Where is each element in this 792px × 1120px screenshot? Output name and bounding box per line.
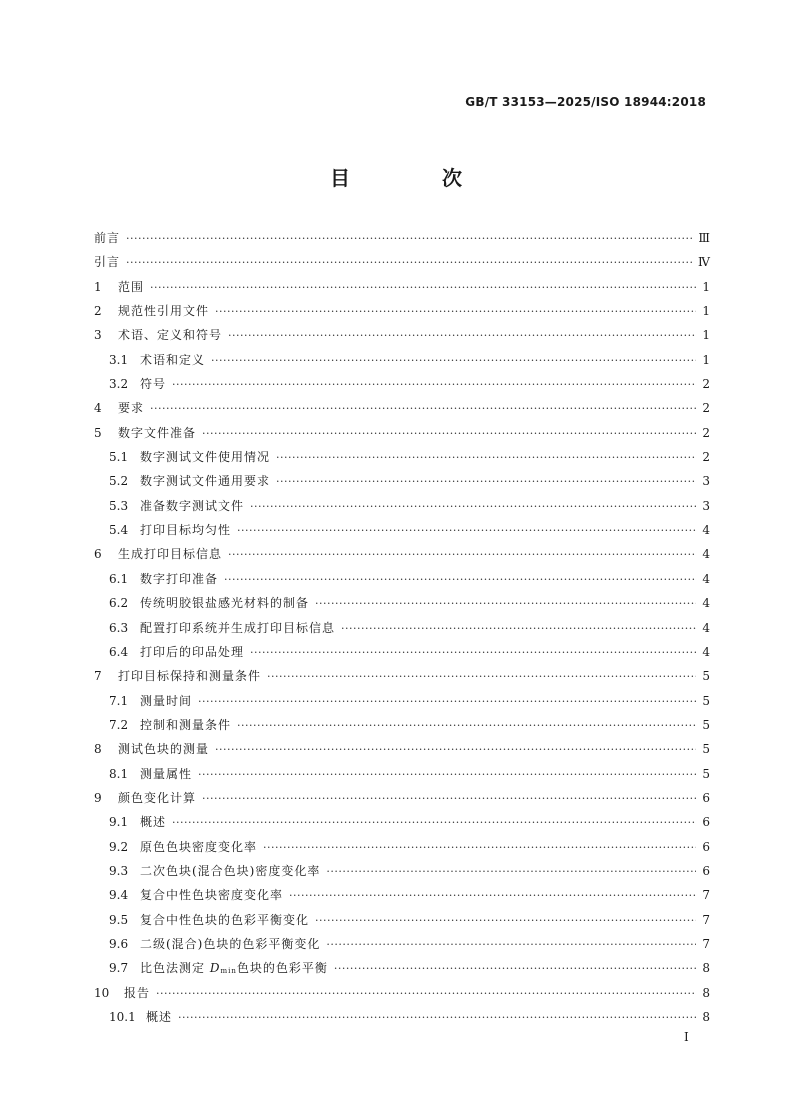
toc-entry-3-2[interactable] [94, 372, 710, 396]
leader-dots [326, 933, 696, 957]
toc-entry-number: 7.1 [109, 693, 129, 708]
toc-entry-text: 准备数字测试文件 [140, 498, 245, 513]
toc-entry-page: 4 [702, 523, 710, 538]
leader-dots [215, 300, 696, 324]
toc-entry-number: 5 [94, 425, 102, 440]
toc-entry-6-3[interactable] [94, 616, 710, 640]
toc-entry-text: 术语和定义 [140, 352, 206, 367]
toc-entry-4[interactable] [94, 396, 710, 420]
toc-entry-text: 二级(混合)色块的色彩平衡变化 [140, 936, 321, 951]
standard-number: GB/T 33153—2025/ISO 18944:2018 [465, 95, 706, 109]
toc-title: 目 次 [330, 166, 498, 190]
toc-entry-text: 报告 [124, 985, 151, 1000]
toc-entry-text: 测量属性 [140, 766, 193, 781]
leader-dots [198, 690, 696, 714]
toc-entry-page: 7 [702, 936, 710, 951]
toc-entry-9-1[interactable] [94, 810, 710, 834]
toc-entry-number: 5.3 [109, 498, 129, 513]
leader-dots [228, 324, 696, 348]
leader-dots [126, 251, 694, 275]
toc-entry-foreword[interactable] [94, 226, 710, 250]
toc-entry-5-4[interactable] [94, 518, 710, 542]
leader-dots [267, 665, 696, 689]
toc-entry-page: 8 [702, 961, 710, 976]
toc-entry-page: 8 [702, 985, 710, 1000]
d-min-symbol: D [209, 961, 221, 976]
toc-entry-6-4[interactable] [94, 640, 710, 664]
leader-dots [150, 397, 696, 421]
toc-entry-number: 3 [94, 328, 102, 343]
toc-entry-5[interactable] [94, 421, 710, 445]
toc-entry-number: 2 [94, 304, 102, 319]
toc-entry-text: 数字文件准备 [118, 425, 197, 440]
leader-dots [211, 349, 696, 373]
toc-entry-text: 原色色块密度变化率 [140, 839, 258, 854]
leader-dots [326, 860, 696, 884]
toc-entry-text: 符号 [140, 377, 167, 392]
toc-entry-text: 二次色块(混合色块)密度变化率 [140, 863, 321, 878]
toc-entry-page: 1 [702, 279, 710, 294]
toc-entry-9-6[interactable] [94, 932, 710, 956]
toc-entry-number: 5.2 [109, 474, 129, 489]
leader-dots [215, 738, 696, 762]
toc-entry-3-1[interactable] [94, 348, 710, 372]
toc-entry-5-2[interactable] [94, 469, 710, 493]
leader-dots [315, 909, 696, 933]
toc-entry-7-1[interactable] [94, 689, 710, 713]
leader-dots [289, 884, 696, 908]
leader-dots [178, 1006, 696, 1030]
toc-entry-page: 5 [702, 766, 710, 781]
toc-entry-text: 测量时间 [140, 693, 193, 708]
toc-entry-text: 复合中性色块的色彩平衡变化 [140, 912, 310, 927]
table-of-contents [94, 226, 710, 1029]
leader-dots [172, 811, 696, 835]
toc-entry-page: 4 [702, 571, 710, 586]
leader-dots [126, 227, 694, 251]
toc-entry-page: 2 [702, 425, 710, 440]
toc-entry-6-1[interactable] [94, 567, 710, 591]
leader-dots [150, 276, 696, 300]
toc-entry-text: 打印后的印品处理 [140, 644, 245, 659]
toc-entry-8-1[interactable] [94, 762, 710, 786]
toc-entry-text [140, 956, 328, 983]
toc-entry-page: 6 [702, 839, 710, 854]
toc-entry-number: 7 [94, 669, 102, 684]
toc-entry-page: 3 [702, 498, 710, 513]
toc-entry-number: 9.4 [109, 888, 129, 903]
toc-entry-page: 5 [702, 717, 710, 732]
toc-entry-number: 3.2 [109, 377, 129, 392]
toc-entry-number: 5.4 [109, 523, 129, 538]
toc-entry-text: 要求 [118, 401, 145, 416]
toc-entry-6-2[interactable] [94, 591, 710, 615]
toc-entry-1[interactable] [94, 275, 710, 299]
toc-entry-number: 9 [94, 790, 102, 805]
toc-entry-text: 数字测试文件通用要求 [140, 474, 271, 489]
toc-entry-page: 4 [702, 547, 710, 562]
toc-entry-6[interactable] [94, 542, 710, 566]
toc-entry-page: 5 [702, 742, 710, 757]
toc-entry-text-post: 色块的色彩平衡 [236, 961, 328, 976]
toc-entry-number: 4 [94, 401, 102, 416]
toc-entry-page: 3 [702, 474, 710, 489]
toc-entry-text: 数字测试文件使用情况 [140, 450, 271, 465]
toc-entry-page: 7 [702, 888, 710, 903]
toc-entry-page: 7 [702, 912, 710, 927]
toc-entry-9-7[interactable] [94, 956, 710, 980]
toc-entry-number: 8 [94, 742, 102, 757]
toc-entry-number: 6.4 [109, 644, 129, 659]
toc-entry-page: 2 [702, 377, 710, 392]
page-number: Ⅰ [684, 1030, 689, 1044]
leader-dots [276, 470, 696, 494]
toc-entry-number: 1 [94, 279, 102, 294]
toc-entry-text: 配置打印系统并生成打印目标信息 [140, 620, 336, 635]
toc-entry-page: Ⅳ [698, 255, 710, 270]
leader-dots [334, 957, 696, 981]
leader-dots [237, 714, 696, 738]
toc-entry-number: 9.7 [109, 961, 129, 976]
toc-entry-page: 6 [702, 815, 710, 830]
toc-entry-page: 8 [702, 1010, 710, 1024]
toc-entry-9-4[interactable] [94, 883, 710, 907]
toc-entry-9-5[interactable] [94, 908, 710, 932]
leader-dots [228, 543, 696, 567]
toc-entry-text: 生成打印目标信息 [118, 547, 223, 562]
toc-entry-3[interactable] [94, 323, 710, 347]
leader-dots [263, 836, 696, 860]
toc-entry-10-1[interactable] [94, 1005, 710, 1029]
leader-dots [224, 568, 696, 592]
toc-entry-7-2[interactable] [94, 713, 710, 737]
toc-entry-text: 打印目标保持和测量条件 [118, 669, 262, 684]
toc-entry-page: Ⅲ [698, 231, 710, 245]
toc-entry-text: 打印目标均匀性 [140, 523, 232, 538]
toc-entry-number: 9.1 [109, 815, 129, 830]
toc-entry-page: 4 [702, 644, 710, 659]
toc-entry-page: 4 [702, 620, 710, 635]
toc-entry-text: 术语、定义和符号 [118, 328, 223, 343]
toc-entry-number: 10.1 [109, 1010, 136, 1024]
toc-entry-page: 5 [702, 693, 710, 708]
leader-dots [198, 763, 696, 787]
toc-entry-text: 传统明胶银盐感光材料的制备 [140, 596, 310, 611]
toc-entry-page: 5 [702, 669, 710, 684]
toc-entry-number: 6.2 [109, 596, 129, 611]
toc-entry-text: 颜色变化计算 [118, 790, 197, 805]
toc-entry-8[interactable] [94, 737, 710, 761]
leader-dots [156, 982, 696, 1006]
leader-dots [172, 373, 696, 397]
toc-entry-number: 3.1 [109, 352, 129, 367]
toc-entry-page: 1 [702, 352, 710, 367]
toc-entry-text: 复合中性色块密度变化率 [140, 888, 284, 903]
leader-dots [276, 446, 696, 470]
toc-entry-text: 测试色块的测量 [118, 742, 210, 757]
leader-dots [341, 617, 696, 641]
toc-entry-number: 9.5 [109, 912, 129, 927]
toc-entry-2[interactable] [94, 299, 710, 323]
toc-entry-number: 8.1 [109, 766, 129, 781]
toc-entry-number: 10 [94, 985, 110, 1000]
toc-entry-number: 5.1 [109, 450, 129, 465]
toc-entry-text: 控制和测量条件 [140, 717, 232, 732]
toc-entry-text: 范围 [118, 279, 145, 294]
toc-entry-page: 1 [702, 328, 710, 343]
toc-entry-5-1[interactable] [94, 445, 710, 469]
toc-entry-text: 数字打印准备 [140, 571, 219, 586]
toc-entry-text: 概述 [140, 815, 167, 830]
leader-dots [202, 787, 696, 811]
toc-entry-number: 7.2 [109, 717, 129, 732]
toc-entry-page: 2 [702, 401, 710, 416]
toc-entry-page: 4 [702, 596, 710, 611]
toc-entry-10[interactable] [94, 981, 710, 1005]
toc-entry-9-3[interactable] [94, 859, 710, 883]
toc-entry-text: 规范性引用文件 [118, 304, 210, 319]
leader-dots [237, 519, 696, 543]
d-min-subscript: min [220, 967, 237, 976]
toc-entry-number: 9.2 [109, 839, 129, 854]
leader-dots [202, 422, 696, 446]
toc-entry-page: 6 [702, 863, 710, 878]
toc-entry-text-pre: 比色法测定 [140, 961, 210, 976]
toc-entry-number: 6 [94, 547, 102, 562]
leader-dots [250, 641, 696, 665]
toc-entry-5-3[interactable] [94, 494, 710, 518]
toc-entry-9[interactable] [94, 786, 710, 810]
toc-entry-7[interactable] [94, 664, 710, 688]
toc-entry-text: 引言 [94, 255, 121, 270]
toc-entry-number: 9.6 [109, 936, 129, 951]
toc-entry-page: 2 [702, 450, 710, 465]
toc-entry-introduction[interactable] [94, 250, 710, 274]
toc-entry-page: 1 [702, 304, 710, 319]
toc-entry-text: 概述 [146, 1010, 173, 1024]
toc-entry-page: 6 [702, 790, 710, 805]
toc-entry-9-2[interactable] [94, 835, 710, 859]
toc-entry-text: 前言 [94, 231, 121, 245]
toc-entry-number: 6.1 [109, 571, 129, 586]
toc-entry-number: 6.3 [109, 620, 129, 635]
leader-dots [250, 495, 696, 519]
leader-dots [315, 592, 696, 616]
toc-entry-number: 9.3 [109, 863, 129, 878]
